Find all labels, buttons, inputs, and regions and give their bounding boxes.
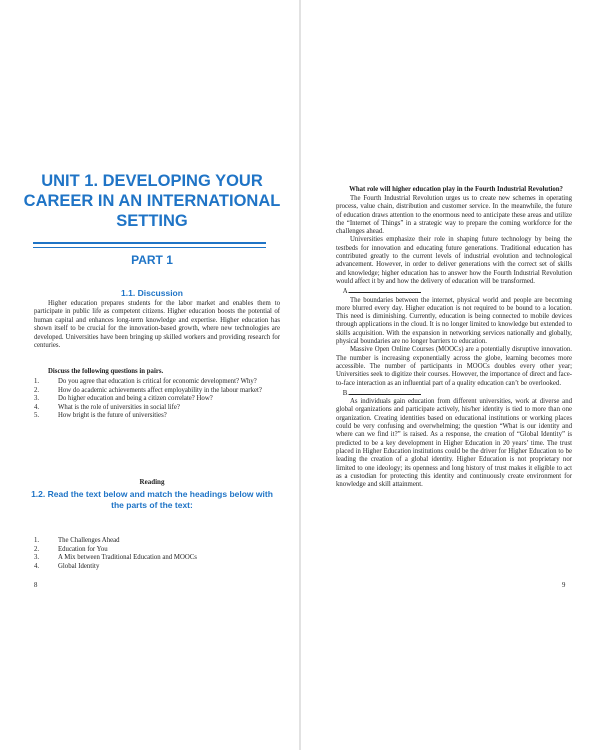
heading-number: 4.: [34, 562, 40, 570]
question-item: [34, 387, 280, 396]
question-item: [34, 395, 280, 404]
reading-text-body: [336, 195, 572, 489]
question-item: [34, 412, 280, 421]
title-rule-thick: [33, 242, 266, 244]
question-text: How bright is the future of universities?: [58, 412, 167, 420]
heading-text: Education for You: [58, 545, 108, 553]
left-page: [0, 0, 299, 750]
answer-blank-a: [336, 286, 572, 296]
heading-item: [34, 563, 280, 572]
answer-blank-b: [336, 388, 572, 398]
question-number: 5.: [34, 412, 40, 420]
page-number-left: 8: [34, 582, 38, 589]
question-number: 3.: [34, 395, 40, 403]
heading-number: 2.: [34, 545, 40, 553]
title-rule-thin: [33, 247, 266, 248]
heading-number: 3.: [34, 554, 40, 562]
question-text: Do higher education and being a citizen correlate? How?: [58, 395, 213, 403]
section-reading-heading: 1.2. Read the text below and match the headings below with the parts of the text:: [31, 489, 273, 510]
blank-line: [349, 286, 421, 293]
unit-title: UNIT 1. DEVELOPING YOUR CAREER IN AN INTERNATIONAL SETTING: [23, 172, 281, 230]
discussion-questions: [34, 378, 280, 421]
blank-label-a: A.: [342, 288, 350, 296]
part-heading: PART 1: [131, 253, 173, 267]
question-item: [34, 378, 280, 387]
question-text: What is the role of universities in social life?: [58, 403, 180, 411]
reading-paragraph: As individuals gain education from different universities, work at diverse and global organizations and participate actively, his/her identity is tied to more than one organization. Creating identities based on educational institutions or working places could be very confusing and overwhelming; the question “What is our identity and where can we find it?” is raised. As a response, the creation of “Global Identity” is predicted to be a key development in Higher Education in 20 years’ time. The trust placed in Higher Education institutions could be the driver for Higher Education to be leading the creation of a global identity. Higher Education is not proprietary nor limited to one ideology; its openness and long history of trust makes it eligible to act as a custodian for protecting this identity and continuously create environment for knowledge and skill attainment.: [336, 398, 572, 489]
heading-number: 1.: [34, 537, 40, 544]
heading-item: [34, 554, 280, 563]
reading-paragraph: Universities emphasize their role in shaping future technology by being the testbeds for innovation and educating future generations. Traditional education has contributed greatly to the current levels of industrial evolution and technological advancement. However, in order to deliver generations with the correct set of skills and knowledge; higher education has to answer how the Fourth Industrial Revolution would affect it by and how the delivery of education will be transformed.: [336, 236, 572, 285]
reading-paragraph: Massive Open Online Courses (MOOCs) are a potentially disruptive innovation. The number is increasing exponentially across the globe, learning becomes more accessible. The number of participants in MOOCs doubles every other year; Universities seek to digitize their courses. However, the importance of direct and face-to-face interaction as an influential part of a quality education can’t be overlooked.: [336, 346, 572, 387]
section-discussion-heading: 1.1. Discussion: [121, 288, 183, 298]
question-text: Do you agree that education is critical for economic development? Why?: [58, 378, 257, 385]
question-text: How do academic achievements affect employability in the labour market?: [58, 386, 262, 394]
heading-item: [34, 546, 280, 555]
headings-list: [34, 537, 280, 571]
heading-item: [34, 537, 280, 546]
question-number: 4.: [34, 403, 40, 411]
question-item: [34, 404, 280, 413]
heading-text: A Mix between Traditional Education and MOOCs: [58, 554, 197, 562]
page-number-right: 9: [562, 582, 566, 589]
heading-text: The Challenges Ahead: [58, 537, 120, 544]
discussion-instruction: Discuss the following questions in pairs.: [48, 368, 164, 375]
question-number: 2.: [34, 386, 40, 394]
intro-paragraph: Higher education prepares students for the labor market and enables them to participate in public life as competent citizens. Higher education boosts the potential of human capital and enhances long-term knowledge and expertise. Higher education has shown itself to be crucial for the innovation-based growth, where new technologies are developed. Universities have been bringing up skilled workers and providing research for centuries.: [34, 300, 280, 350]
reading-heading: Reading: [139, 478, 165, 486]
reading-paragraph: The Fourth Industrial Revolution urges us to create new schemes in operating process, value chain, distribution and customer service. In the meanwhile, the future of education draws attention to the enormous need to anticipate these areas and utilize the “Internet of Things” in a strategic way to prepare the coming workforce for the challenges ahead.: [336, 195, 572, 236]
heading-text: Global Identity: [58, 562, 100, 570]
question-number: 1.: [34, 378, 40, 385]
reading-paragraph: The boundaries between the internet, physical world and people are becoming more blurred every day. Higher education is not required to be bound to a location. This need is diminishing. Currently, education is being connected to mobile devices through applications in the cloud. It is no longer limited to knowledge but extended to skills acquisition. With the expansion in networking services nationally and globally, physical boundaries are no longer barriers to education.: [336, 296, 572, 346]
blank-label-b: B.: [342, 389, 350, 397]
blank-line: [349, 388, 421, 395]
reading-text-title: What role will higher education play in the Fourth Industrial Revolution?: [349, 186, 563, 193]
